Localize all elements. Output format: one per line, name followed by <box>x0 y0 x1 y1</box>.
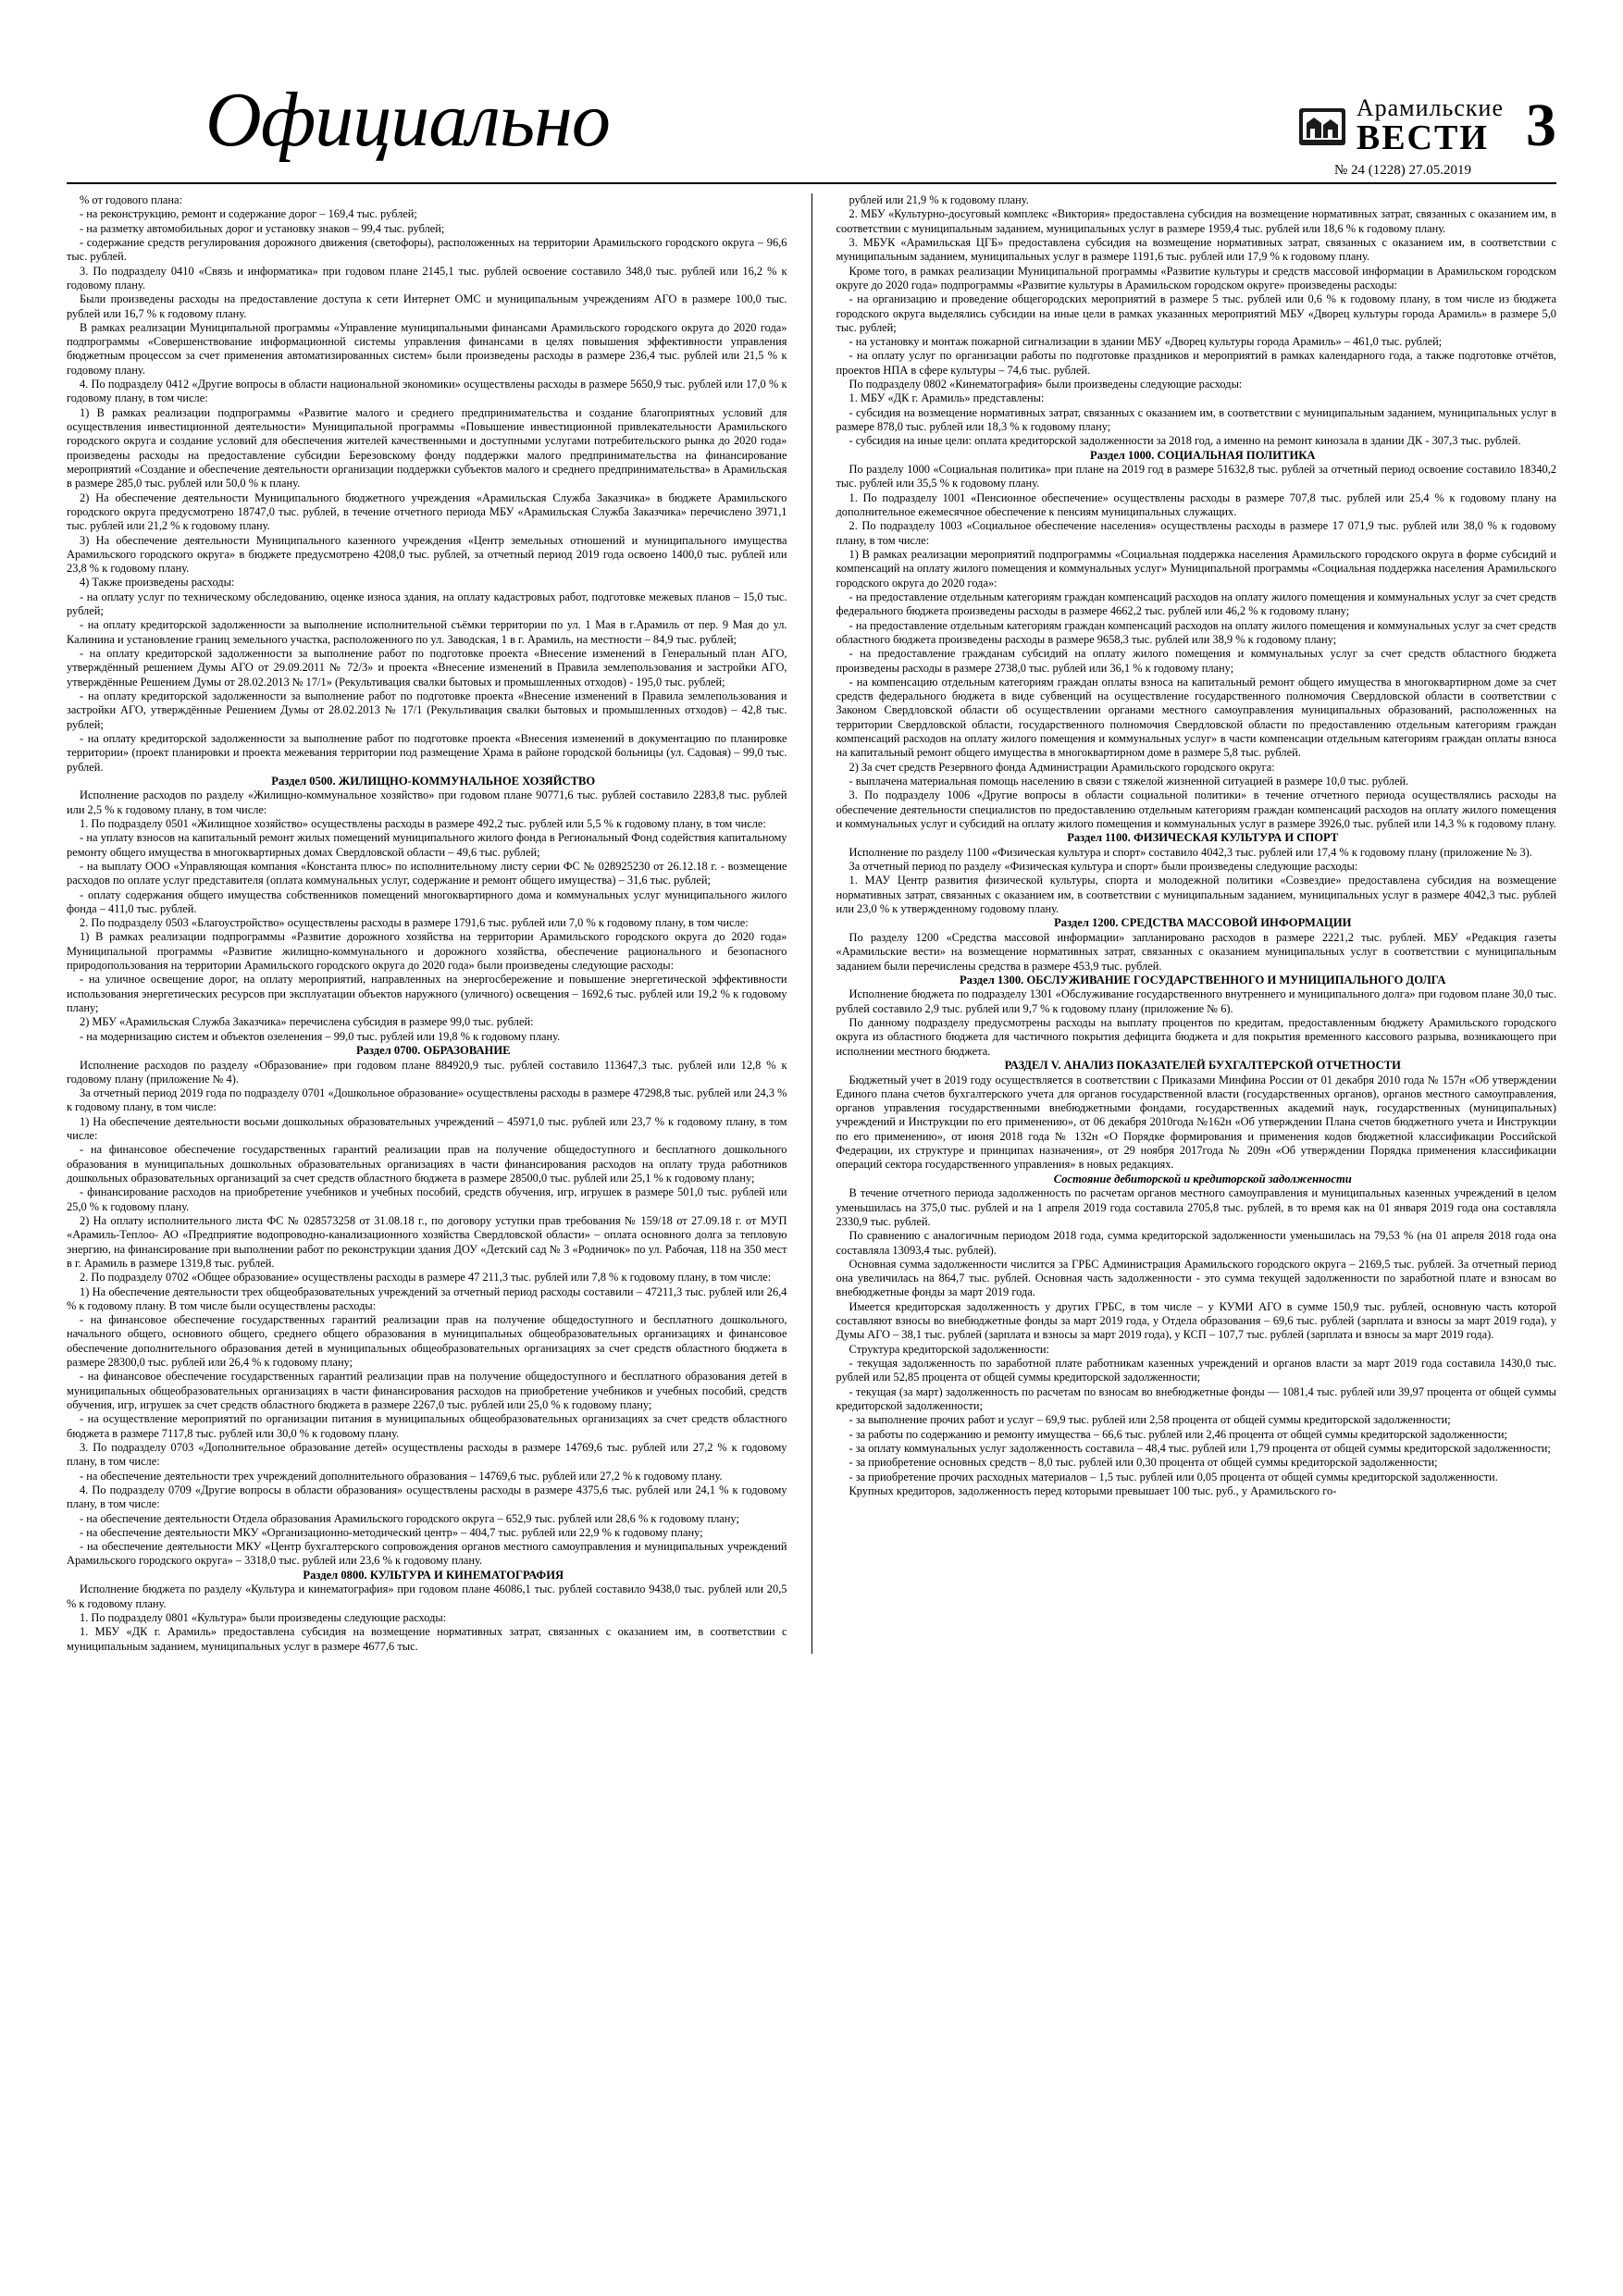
body-paragraph: - на компенсацию отдельным категориям граждан оплаты взноса на капитальный ремонт общего имущества в многоквартирном доме за счет средств федерального бюджета в виде субвенций на осуществление государственного полномочия Свердловской области в соответствии с Законом Свердловской области об осуществлении органами местного самоуправления муниципальных образований, расположенных на территории Свердловской области, государственного полномочия Свердловской области по предоставлению отдельным категориям граждан компенсаций расходов на оплату жилого помещения и коммунальных услуг» в части компенсации отдельным категориям граждан оплаты взноса на капитальный ремонт общего имущества в многоквартирном доме в размере 5,8 тыс. рублей. <box>836 675 1556 760</box>
body-paragraph: 4) Также произведены расходы: <box>80 576 235 590</box>
body-paragraph: 1) В рамках реализации подпрограммы «Развитие дорожного хозяйства на территории Арамильского городского округа до 2020 года» Муниципальной программы «Развитие жилищно-коммунального и дорожного хозяйства, обеспечение рационального и безопасного природопользования на территории Арамильского городского округа до 2020 года» были произведены следующие расходы: <box>67 930 787 973</box>
body-paragraph: - на предоставление гражданам субсидий на оплату жилого помещения и коммунальных услуг за счет средств областного бюджета произведены расходы в размере 2738,0 тыс. рублей или 36,1 % к годовому плану; <box>836 647 1556 675</box>
section-subheading: Состояние дебиторской и кредиторской задолженности <box>1053 1172 1352 1185</box>
issue-info: № 24 (1228) 27.05.2019 <box>1333 163 1471 178</box>
body-paragraph: - за работы по содержанию и ремонту имущества – 66,6 тыс. рублей или 2,46 процента от общей суммы кредиторской задолженности; <box>849 1427 1507 1441</box>
body-paragraph: 2) За счет средств Резервного фонда Администрации Арамильского городского округа: <box>849 760 1275 774</box>
brand-line-top: Арамильские <box>1356 94 1504 121</box>
body-paragraph: Структура кредиторской задолженности: <box>849 1342 1049 1356</box>
body-paragraph: 1) В рамках реализации мероприятий подпрограммы «Социальная поддержка населения Арамильского городского округа в форме субсидий и компенсаций на оплату жилого помещения и коммунальных услуг» Муниципальной программы «Социальная поддержка населения Арамильского городского округа до 2020 года»: <box>836 548 1556 590</box>
body-paragraph: - на осуществление мероприятий по организации питания в муниципальных общеобразовательных организациях за счет средств областного бюджета в размере 7117,8 тыс. рублей или 30,0 % к годовому плану. <box>67 1412 787 1440</box>
body-paragraph: - на оплату кредиторской задолженности за выполнение работ по подготовке проекта «Внесения изменений в документацию по планировке территории» (проект планировки и проекта межевания территории под размещение Храма в районе городской больницы (ул. Садовая) – 99,0 тыс. рублей. <box>67 731 787 774</box>
body-paragraph: - на реконструкцию, ремонт и содержание дорог – 169,4 тыс. рублей; <box>80 207 417 221</box>
section-heading: Раздел 0500. ЖИЛИЩНО-КОММУНАЛЬНОЕ ХОЗЯЙСТВО <box>271 774 596 788</box>
section-heading: РАЗДЕЛ V. АНАЛИЗ ПОКАЗАТЕЛЕЙ БУХГАЛТЕРСКОЙ ОТЧЕТНОСТИ <box>1004 1059 1401 1072</box>
body-paragraph: - на предоставление отдельным категориям граждан компенсаций расходов на оплату жилого помещения и коммунальных услуг за счет средств федерального бюджета произведены расходы в размере 4662,2 тыс. рублей или 46,2 % к годовому плану; <box>836 590 1556 618</box>
masthead <box>67 56 1556 164</box>
body-paragraph: - субсидия на иные цели: оплата кредиторской задолженности за 2018 год, а именно на ремонт кинозала в здании ДК - 307,3 тыс. рублей. <box>849 434 1521 448</box>
body-paragraph: - финансирование расходов на приобретение учебников и учебных пособий, средств обучения, игр, игрушек в размере 501,0 тыс. рублей или 25,0 % к годовому плану. <box>67 1185 787 1213</box>
body-paragraph: - на обеспечение деятельности трех учреждений дополнительного образования – 14769,6 тыс. рублей или 27,2 % к годовому плану. <box>80 1469 723 1483</box>
body-paragraph: - на организацию и проведение общегородских мероприятий в размере 5 тыс. рублей или 0,6 % к годовому плану, в том числе из бюджета городского округа выделялись субсидии на иные цели в рамках указанных мероприятий МБУ «Дворец культуры города Арамиль» в размере 5,0 тыс. рублей; <box>836 292 1556 334</box>
page-number: 3 <box>1526 92 1556 160</box>
body-paragraph: - на уплату взносов на капитальный ремонт жилых помещений муниципального жилого фонда в Региональный Фонд содействия капитальному ремонту общего имущества в многоквартирных домах Свердловской области – 49,6 тыс. рублей; <box>67 831 787 859</box>
body-paragraph: 1. МБУ «ДК г. Арамиль» представлены: <box>849 391 1045 405</box>
section-heading: Раздел 1300. ОБСЛУЖИВАНИЕ ГОСУДАРСТВЕННОГО И МУНИЦИПАЛЬНОГО ДОЛГА <box>959 973 1446 987</box>
body-paragraph: - за выполнение прочих работ и услуг – 69,9 тыс. рублей или 2,58 процента от общей суммы кредиторской задолженности; <box>849 1413 1451 1427</box>
body-paragraph: - на выплату ООО «Управляющая компания «Константа плюс» по исполнительному листу серии ФС № 028925230 от 26.12.18 г. - возмещение расходов по оплате услуг представителя (оплата коммунальных услуг, содержание и ремонт общего имущества) – 31,6 тыс. рублей; <box>67 859 787 887</box>
body-paragraph: 2) МБУ «Арамильская Служба Заказчика» перечислена субсидия в размере 99,0 тыс. рублей: <box>80 1015 534 1029</box>
body-paragraph: 3. МБУК «Арамильская ЦГБ» предоставлена субсидия на возмещение нормативных затрат, связанных с оказанием им, в соответствии с муниципальным заданием, муниципальных услуг в размере 1191,6 тыс. рублей или 17,9 % к годовому плану. <box>836 235 1556 264</box>
section-heading: Раздел 1200. СРЕДСТВА МАССОВОЙ ИНФОРМАЦИИ <box>1054 916 1352 930</box>
body-paragraph: 4. По подразделу 0412 «Другие вопросы в области национальной экономики» осуществлены расходы в размере 5650,9 тыс. рублей или 17,0 % к годовому плану, в том числе: <box>67 378 787 405</box>
body-paragraph: Исполнение бюджета по разделу «Культура и кинематография» при годовом плане 46086,1 тыс. рублей составило 9438,0 тыс. рублей или 20,5 % к годовому плану. <box>67 1582 787 1610</box>
masthead-right <box>1297 92 1556 160</box>
body-paragraph: 3. По подразделу 1006 «Другие вопросы в области социальной политики» в течение отчетного периода осуществлялись расходы на обеспечение деятельности специалистов по предоставлению отдельным категориям граждан компенсаций расходов на оплату жилого помещения и коммунальных услуг и субсидий на оплату жилого помещения и коммунальных услуг в размере 3926,0 тыс. рублей или 14,3 % к годовому плану. <box>836 788 1556 830</box>
body-paragraph: 1. По подразделу 0501 «Жилищное хозяйство» осуществлены расходы в размере 492,2 тыс. рублей или 5,5 % к годовому плану, в том числе: <box>80 816 766 830</box>
body-paragraph: - оплату содержания общего имущества собственников помещений многоквартирного дома и коммунальных услуг муниципального жилого фонда – 411,0 тыс. рублей. <box>67 887 787 915</box>
section-heading: Раздел 0700. ОБРАЗОВАНИЕ <box>355 1043 511 1057</box>
body-paragraph: 2) На обеспечение деятельности Муниципального бюджетного учреждения «Арамильская Служба Заказчика» в бюджете Арамильского городского округа предусмотрено 18747,0 тыс. рублей, в течение отчетного периода МБУ «Арамильская Служба Заказчика» перечислено 3971,1 тыс. рублей или 21,2 % к годовому плану. <box>67 490 787 533</box>
body-paragraph: 4. По подразделу 0709 «Другие вопросы в области образования» осуществлены расходы в размере 4375,6 тыс. рублей или 24,1 % к годовому плану, в том числе: <box>67 1483 787 1511</box>
section-heading: Раздел 0800. КУЛЬТУРА И КИНЕМАТОГРАФИЯ <box>303 1568 564 1582</box>
body-paragraph: - за приобретение прочих расходных материалов – 1,5 тыс. рублей или 0,05 процента от общей суммы кредиторской задолженности. <box>849 1470 1498 1483</box>
body-paragraph: 2. По подразделу 0702 «Общее образование» осуществлены расходы в размере 47 211,3 тыс. рублей или 7,8 % к годовому плану, в том числе: <box>80 1271 772 1285</box>
page-title: Официально <box>205 77 610 164</box>
section-heading: Раздел 1000. СОЦИАЛЬНАЯ ПОЛИТИКА <box>1090 448 1316 462</box>
brand-text <box>1357 96 1504 155</box>
body-paragraph: - на финансовое обеспечение государственных гарантий реализации прав на получение общедоступного и бесплатного дошкольного образования в муниципальных дошкольных образовательных организациях в части финансирования расходов на оплату труда работников дошкольных образовательных организаций за счет средств областного бюджета в размере 28500,0 тыс. рублей или 25,1 % к годовому плану; <box>67 1143 787 1185</box>
body-paragraph: - на установку и монтаж пожарной сигнализации в здании МБУ «Дворец культуры города Арамиль» – 461,0 тыс. рублей; <box>849 335 1443 349</box>
header-divider <box>67 182 1556 184</box>
body-paragraph: За отчетный период 2019 года по подразделу 0701 «Дошкольное образование» осуществлены расходы в размере 47298,8 тыс. рублей или 24,3 % к годовому плану, в том числе: <box>67 1086 787 1114</box>
body-paragraph: Исполнение по разделу 1100 «Физическая культура и спорт» составило 4042,3 тыс. рублей или 17,4 % к годовому плану (приложение № 3). <box>849 845 1532 859</box>
body-paragraph: - текущая задолженность по заработной плате работникам казенных учреждений и органов власти за март 2019 года составила 1430,0 тыс. рублей или 52,85 процента от общей суммы кредиторской задолженности; <box>836 1357 1556 1384</box>
body-paragraph: - на разметку автомобильных дорог и установку знаков – 99,4 тыс. рублей; <box>80 221 445 235</box>
brand-line-bottom: ВЕСТИ <box>1356 118 1489 157</box>
body-paragraph: - на модернизацию систем и объектов озеленения – 99,0 тыс. рублей или 19,8 % к годовому плану. <box>80 1029 561 1043</box>
coat-of-arms-icon <box>1297 101 1347 151</box>
body-paragraph: - за приобретение основных средств – 8,0 тыс. рублей или 0,30 процента от общей суммы кредиторской задолженности; <box>849 1456 1438 1470</box>
body-paragraph: 1. По подразделу 1001 «Пенсионное обеспечение» осуществлены расходы в размере 707,8 тыс. рублей или 25,4 % к годовому плану на дополнительное ежемесячное обеспечение к пенсиям муниципальных служащих. <box>836 490 1556 519</box>
body-paragraph: 1) В рамках реализации подпрограммы «Развитие малого и среднего предпринимательства и создание благоприятных условий для осуществления инвестиционной деятельности» Муниципальной программы «Повышение инвестиционной привлекательности Арамильского городского округа и создание условий для обеспечения жителей качественными и доступными услугами потребительского рынка до 2020 года» произведены расходы на предоставление субсидии Березовскому фонду поддержки малого предпринимательства на финансирование мероприятий «Создание и обеспечение деятельности организации поддержки субъектов малого и среднего предпринимательства» в Арамильская в размере 285,0 тыс. рублей или 50,0 % к плану. <box>67 405 787 490</box>
body-paragraph: 3) На обеспечение деятельности Муниципального казенного учреждения «Центр земельных отношений и муниципального имущества Арамильского городского округа» в бюджете предусмотрено 4208,0 тыс. рублей, за отчетный период 2019 года освоено 1400,0 тыс. рублей или 23,8 % к годовому плану. <box>67 533 787 576</box>
body-paragraph: Исполнение расходов по разделу «Образование» при годовом плане 884920,9 тыс. рублей составило 113647,3 тыс. рублей или 12,8 % к годовому плану (приложение № 4). <box>67 1058 787 1086</box>
body-paragraph: - на предоставление отдельным категориям граждан компенсаций расходов на оплату жилого помещения и коммунальных услуг за счет средств областного бюджета произведены расходы в размере 9658,3 тыс. рублей или 38,9 % к годовому плану; <box>836 618 1556 646</box>
body-paragraph: - текущая (за март) задолженность по расчетам по взносам во внебюджетные фонды — 1081,4 тыс. рублей или 39,97 процента от общей суммы кредиторской задолженности; <box>836 1384 1556 1412</box>
body-paragraph: 1. МАУ Центр развития физической культуры, спорта и молодежной политики «Созвездие» предоставлена субсидия на возмещение нормативных затрат, связанных с оказанием им, в соответствии с муниципальным заданием, муниципальных услуг в размере 4042,3 тыс. рублей или 23,0 % к утвержденному годовому плану. <box>836 874 1556 916</box>
body-paragraph: В рамках реализации Муниципальной программы «Управление муниципальными финансами Арамильского городского округа до 2020 года» подпрограммы «Совершенствование информационной системы управления финансами в целях повышения эффективности управления бюджетным процессом за счет применения автоматизированных систем» были произведены расходы в размере 236,4 тыс. рублей или 21,5 % к годовому плану. <box>67 320 787 377</box>
body-paragraph: - субсидия на возмещение нормативных затрат, связанных с оказанием им, в соответствии с муниципальным заданием, муниципальных услуг в размере 878,0 тыс. рублей или 18,3 % к годовому плану; <box>836 405 1556 433</box>
article-body <box>67 193 1556 1654</box>
body-paragraph: За отчетный период по разделу «Физическая культура и спорт» были произведены следующие расходы: <box>849 860 1358 874</box>
body-paragraph: 2. По подразделу 1003 «Социальное обеспечение населения» осуществлены расходы в размере 17 071,9 тыс. рублей или 38,0 % к годовому плану, в том числе: <box>836 519 1556 547</box>
body-paragraph: - на обеспечение деятельности МКУ «Центр бухгалтерского сопровождения органов местного самоуправления и муниципальных учреждений Арамильского городского округа» – 3318,0 тыс. рублей или 23,6 % к годовому плану. <box>67 1540 787 1568</box>
body-paragraph: - на оплату кредиторской задолженности за выполнение работ по подготовке проекта «Внесение изменений в Генеральный план АГО, утверждённый решением Думы АГО от 29.09.2011 № 72/3» и проекта «Внесение изменений в Правила землепользования и застройки АГО, утверждённые Решением Думы от 28.02.2013 № 17/1» (Рекультивация свалки бытовых и промышленных отходов) - 195,0 тыс. рублей; <box>67 647 787 689</box>
body-paragraph: Исполнение бюджета по подразделу 1301 «Обслуживание государственного внутреннего и муниципального долга» при годовом плане 30,0 тыс. рублей составило 2,9 тыс. рублей или 9,7 % к годовому плану (приложение № 6). <box>836 987 1556 1015</box>
body-paragraph: 3. По подразделу 0410 «Связь и информатика» при годовом плане 2145,1 тыс. рублей освоение составило 348,0 тыс. рублей или 16,2 % к годовому плану. <box>67 264 787 292</box>
body-paragraph: - на финансовое обеспечение государственных гарантий реализации прав на получение общедоступного и бесплатного образования детей в муниципальных общеобразовательных организациях в части финансирования расходов на приобретение учебников и учебных пособий, средств обучения, игр, игрушек за счет средств областного бюджета в размере 2267,0 тыс. рублей или 25,0 % к годовому плану; <box>67 1370 787 1412</box>
body-paragraph: Исполнение расходов по разделу «Жилищно-коммунальное хозяйство» при годовом плане 90771,6 тыс. рублей составило 2283,8 тыс. рублей или 2,5 % к годовому плану, в том числе: <box>67 788 787 816</box>
body-paragraph: По разделу 1200 «Средства массовой информации» запланировано расходов в размере 2221,2 тыс. рублей. МБУ «Редакция газеты «Арамильские вести» на возмещение нормативных затрат, связанных с оказанием муниципальных услуг в соответствии с муниципальным заданием были перечислены средства в размере 453,9 тыс. рублей. <box>836 930 1556 973</box>
body-paragraph: - выплачена материальная помощь населению в связи с тяжелой жизненной ситуацией в размере 10,0 тыс. рублей. <box>849 775 1409 788</box>
body-paragraph: рублей или 21,9 % к годовому плану. <box>849 193 1029 206</box>
body-paragraph: - за оплату коммунальных услуг задолженность составила – 48,4 тыс. рублей или 1,79 процента от общей суммы кредиторской задолженности; <box>849 1441 1551 1455</box>
body-paragraph: По разделу 1000 «Социальная политика» при плане на 2019 год в размере 51632,8 тыс. рублей за отчетный период освоение составило 18340,2 тыс. рублей или 35,5 % к годовому плану. <box>836 463 1556 490</box>
body-paragraph: По данному подразделу предусмотрены расходы на выплату процентов по кредитам, предоставленным бюджету Арамильского городского округа из областного бюджета для частичного покрытия дефицита бюджета и для покрытия временного кассового разрыва, возникающего при исполнении местного бюджета. <box>836 1016 1556 1058</box>
body-paragraph: По подразделу 0802 «Кинематография» были произведены следующие расходы: <box>849 378 1243 391</box>
body-paragraph: % от годового плана: <box>80 193 182 206</box>
body-paragraph: 2. МБУ «Культурно-досуговый комплекс «Виктория» предоставлена субсидия на возмещение нормативных затрат, связанных с оказанием им, в соответствии с муниципальным заданием, муниципальных услуг в размере 1959,4 тыс. рублей или 18,6 % к годовому плану. <box>836 207 1556 235</box>
body-paragraph: - на оплату кредиторской задолженности за выполнение работ по подготовке проекта «Внесение изменений в Правила землепользования и застройки АГО, утверждённые Решением Думы от 28.02.2013 № 17/1 (Рекультивация свалки бытовых и промышленных отходов) – 42,8 тыс. рублей; <box>67 689 787 731</box>
left-column <box>67 193 787 1654</box>
body-paragraph: Кроме того, в рамках реализации Муниципальной программы «Развитие культуры и средств массовой информации в Арамильском городском округе до 2020 года» подпрограммы «Развитие культуры в Арамильском городском округе» произведены расходы: <box>836 264 1556 292</box>
body-paragraph: - на оплату услуг по техническому обследованию, оценке износа здания, на оплату кадастровых работ, подготовке межевых планов – 15,0 тыс. рублей; <box>67 590 787 618</box>
body-paragraph: 1) На обеспечение деятельности восьми дошкольных образовательных учреждений – 45971,0 тыс. рублей или 23,7 % к годовому плану, в том числе: <box>67 1114 787 1143</box>
newspaper-brand <box>1297 96 1504 155</box>
body-paragraph: - на уличное освещение дорог, на оплату мероприятий, направленных на энергосбережение и повышение энергетической эффективности использования энергетических ресурсов при эксплуатации объектов наружного (уличного) освещения – 1692,6 тыс. рублей или 19,2 % к годовому плану; <box>67 973 787 1015</box>
body-paragraph: - на оплату услуг по организации работы по подготовке праздников и мероприятий в рамках календарного года, а также подготовке отчётов, проектов НПА в сфере культуры – 74,6 тыс. рублей. <box>836 349 1556 377</box>
body-paragraph: - на обеспечение деятельности Отдела образования Арамильского городского округа – 652,9 тыс. рублей или 28,6 % к годовому плану; <box>80 1511 739 1525</box>
body-paragraph: 1. МБУ «ДК г. Арамиль» предоставлена субсидия на возмещение нормативных затрат, связанных с оказанием им, в соответствии с муниципальным заданием, муниципальных услуг в размере 4677,6 тыс. <box>67 1625 787 1653</box>
body-paragraph: В течение отчетного периода задолженность по расчетам органов местного самоуправления и муниципальных казенных учреждений в целом уменьшилась на 375,0 тыс. рублей и на 1 апреля 2019 года составила 2705,8 тыс. рублей, в то время как на 01 января 2019 года она составляла 2330,9 тыс. рублей. <box>836 1186 1556 1228</box>
body-paragraph: Имеется кредиторская задолженность у других ГРБС, в том числе – у КУМИ АГО в сумме 150,9 тыс. рублей, основную часть которой составляют взносы во внебюджетные фонды за март 2019 года, у Отдела образования – 69,6 тыс. рублей (зарплата и взносы за март 2019 года), у Думы АГО – 38,1 тыс. рублей (зарплата и взносы за март 2019 года), у КСП – 107,7 тыс. рублей (зарплата и взносы за март 2019 года). <box>836 1299 1556 1342</box>
right-column <box>836 193 1557 1498</box>
body-paragraph: 3. По подразделу 0703 «Дополнительное образование детей» осуществлены расходы в размере 14769,6 тыс. рублей или 27,2 % к годовому плану, в том числе: <box>67 1440 787 1469</box>
body-paragraph: 1. По подразделу 0801 «Культура» были произведены следующие расходы: <box>80 1610 447 1624</box>
body-paragraph: Бюджетный учет в 2019 году осуществляется в соответствии с Приказами Минфина России от 01 декабря 2010 года № 157н «Об утверждении Единого плана счетов бухгалтерского учета для органов государственной власти (государственных органов), органов местного самоуправления, органов управления государственными внебюджетными фондами, государственных академий наук, государственных (муниципальных) учреждений и Инструкции по его применению», от 06 декабря 2010года №162н «Об утверждении Плана счетов бюджетного учета и Инструкции по его применению», от июня 2018 года № 132н «О Порядке формирования и применения кодов бюджетной классификации Российской Федерации, их структуре и принципах назначения», от 29 ноября 2017года № 209н «Об утверждении Порядка применения классификации операций сектора государственного управления» в новых редакциях. <box>836 1073 1556 1172</box>
section-heading: Раздел 1100. ФИЗИЧЕСКАЯ КУЛЬТУРА И СПОРТ <box>1067 831 1339 845</box>
body-paragraph: Были произведены расходы на предоставление доступа к сети Интернет ОМС и муниципальным учреждениям АГО в размере 100,0 тыс. рублей или 16,7 % к годовому плану. <box>67 292 787 320</box>
body-paragraph: - на оплату кредиторской задолженности за выполнение исполнительной съёмки территории по ул. 1 Мая в г.Арамиль от пер. 9 Мая до ул. Калинина и установление границ земельного участка, расположенного по ул. Заводская, 1 в г. Арамиль, на местности – 84,9 тыс. рублей; <box>67 618 787 646</box>
body-paragraph: - на обеспечение деятельности МКУ «Организационно-методический центр» – 404,7 тыс. рублей или 22,9 % к годовому плану; <box>80 1525 703 1539</box>
body-paragraph: - содержание средств регулирования дорожного движения (светофоры), расположенных на территории Арамильского городского округа – 96,6 тыс. рублей. <box>67 235 787 264</box>
body-paragraph: 1) На обеспечение деятельности трех общеобразовательных учреждений за отчетный период расходы составили – 47211,3 тыс. рублей или 26,4 % к годовому плану. В том числе были осуществлены расходы: <box>67 1285 787 1312</box>
body-paragraph: - на финансовое обеспечение государственных гарантий реализации прав на получение общедоступного и бесплатного дошкольного, начального общего, основного общего, среднего общего образования в муниципальных общеобразовательных организациях и финансовое обеспечение дополнительного образования детей в муниципальных общеобразовательных организациях за счет средств областного бюджета в размере 28300,0 тыс. рублей или 26,4 % к годовому плану; <box>67 1313 787 1370</box>
body-paragraph: 2) На оплату исполнительного листа ФС № 028573258 от 31.08.18 г., по договору уступки прав требования № 159/18 от 27.09.18 г. от МУП «Арамиль-Теплоо- АО «Предприятие водопроводно-канализационного хозяйства Свердловской области» – оплата основного долга за тепловую энергию, на финансирование при выполнении работ по реконструкции здания ДОУ «Детский сад № 3 «Родничок» по ул. Рабочая, 118 на 350 мест в г. Арамиль в размере 1319,8 тыс. рублей. <box>67 1213 787 1270</box>
body-paragraph: Крупных кредиторов, задолженность перед которыми превышает 100 тыс. руб., у Арамильского го- <box>849 1483 1337 1497</box>
body-paragraph: По сравнению с аналогичным периодом 2018 года, сумма кредиторской задолженности уменьшилась на 79,53 % (на 01 апреля 2018 года она составляла 13093,4 тыс. рублей). <box>836 1229 1556 1257</box>
body-paragraph: Основная сумма задолженности числится за ГРБС Администрация Арамильского городского округа – 2169,5 тыс. рублей. За отчетный период она увеличилась на 864,7 тыс. рублей. Основная часть задолженности - это сумма текущей задолженности по заработной плате и взносам во внебюджетные фонды за март 2019 года. <box>836 1257 1556 1299</box>
body-paragraph: 2. По подразделу 0503 «Благоустройство» осуществлены расходы в размере 1791,6 тыс. рублей или 7,0 % к годовому плану, в том числе: <box>80 916 749 930</box>
